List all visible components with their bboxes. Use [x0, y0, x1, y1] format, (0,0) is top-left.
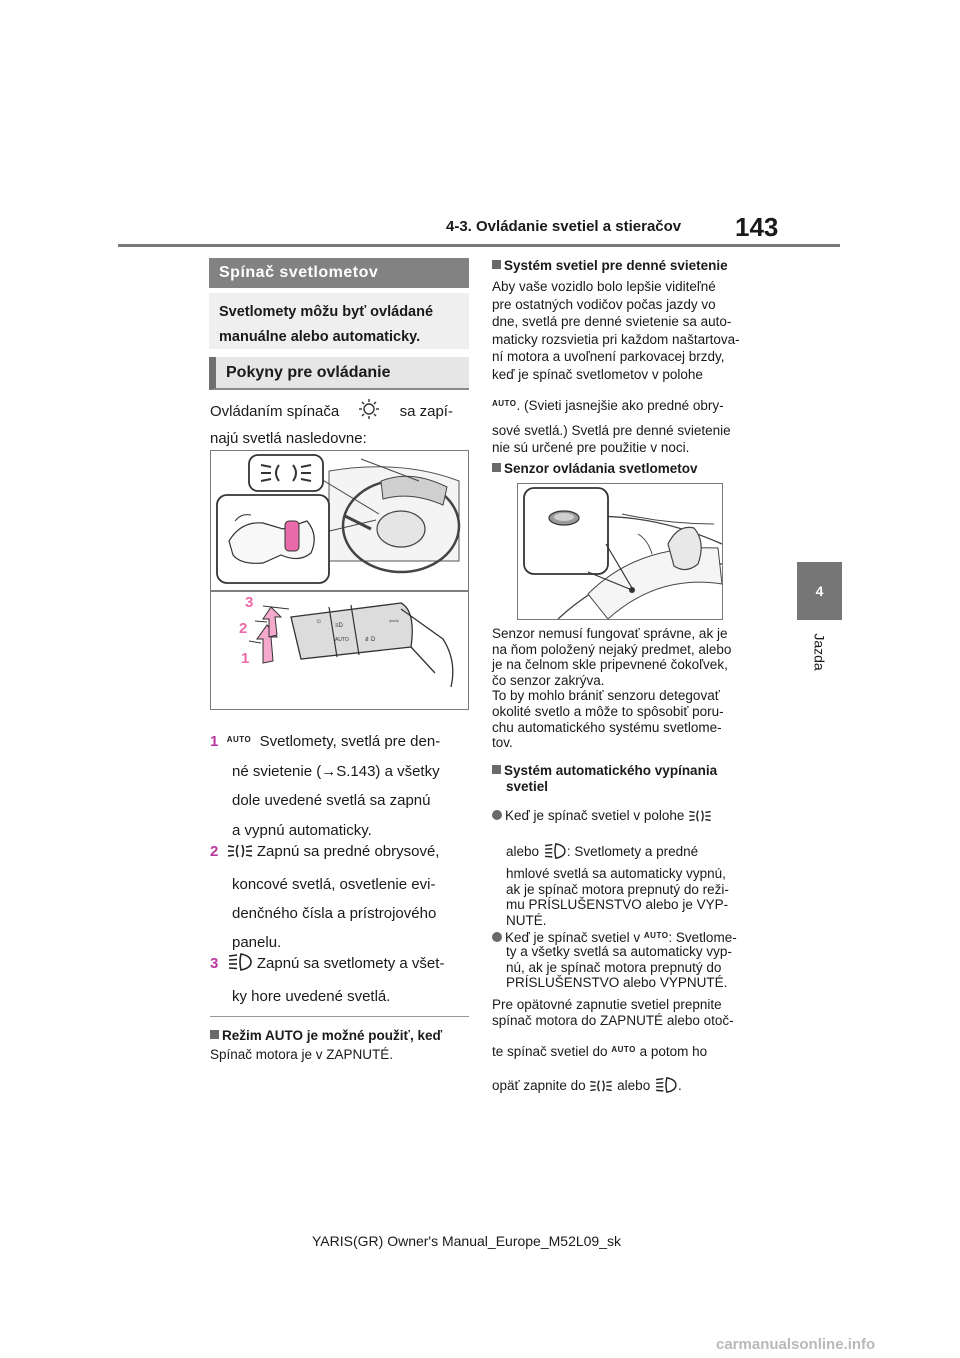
svg-text:≢D: ≢D	[365, 637, 376, 643]
drl-heading: Systém svetiel pre denné svietenie	[492, 258, 754, 274]
headlights-icon	[227, 952, 253, 979]
svg-text:≡D: ≡D	[335, 623, 343, 629]
intro-box: Svetlomety môžu byť ovládané manuálne alebo automaticky.	[209, 293, 469, 349]
chapter-label: Jazda	[811, 633, 828, 671]
light-sensor-illustration	[517, 483, 723, 620]
section-title: 4-3. Ovládanie svetiel a stieračov	[446, 218, 682, 235]
auto-icon: AUTO	[492, 399, 517, 408]
note-heading: Režim AUTO je možné použiť, keď	[210, 1028, 472, 1044]
auto-off-heading: Systém automatického vypínania svetiel	[492, 763, 754, 795]
item-2: 2 Zapnú sa predné obrysové, koncové svetlá, osvetlenie evi- denčného čísla a prístrojového panelu.	[210, 843, 440, 951]
auto-icon: AUTO	[226, 735, 252, 744]
drl-text-end: sové svetlá.) Svetlá pre denné svietenie nie sú určené pre použitie v noci.	[492, 423, 731, 455]
bullet-2-text: ty a všetky svetlá sa automaticky vyp- nú, ak je spínač motora prepnutý do PRÍSLUŠENSTVO alebo VYPNUTÉ.	[506, 944, 732, 991]
headlights-icon	[654, 1076, 678, 1098]
final-line3: te spínač svetiel do $^{AUTO}$ a potom ho	[492, 1044, 708, 1059]
bullet-1-text: hmlové svetlá sa automaticky vypnú, ak je spínač motora prepnutý do reži- mu PRÍSLUŠENSTVO alebo je VYP- NUTÉ.	[506, 866, 729, 928]
divider	[210, 1016, 469, 1017]
chapter-tab[interactable]: 4	[797, 562, 842, 620]
drl-text: Aby vaše vozidlo bolo lepšie viditeľné pre ostatných vodičov počas jazdy vo dne, svetlá pre denné svietenie sa auto- maticky rozsvietia pri každom naštartova- ní motora a uvoľnení parkovacej brzdy, keď je spínač svetlometov v polohe	[492, 279, 740, 382]
callout-3: 3	[245, 594, 254, 611]
svg-text:AUTO: AUTO	[335, 637, 349, 643]
svg-text:⇦⇨: ⇦⇨	[389, 619, 400, 625]
svg-text:☼: ☼	[315, 616, 323, 625]
footer-manual-id: YARIS(GR) Owner's Manual_Europe_M52L09_sk	[312, 1233, 621, 1249]
light-switch-icon	[357, 398, 381, 427]
drl-line7: $^{AUTO}$. (Svieti jasnejšie ako predné obry-	[492, 398, 724, 413]
section-heading-box: Spínač svetlometov	[209, 258, 469, 288]
final-text: Pre opätovné zapnutie svetiel prepnite spínač motora do ZAPNUTÉ alebo otoč-	[492, 997, 734, 1028]
auto-icon: AUTO	[611, 1045, 636, 1054]
note-text: Spínač motora je v ZAPNUTÉ.	[210, 1047, 394, 1062]
page-number: 143	[735, 212, 779, 242]
headlights-icon	[543, 842, 567, 864]
sensor-heading: Senzor ovládania svetlometov	[492, 461, 754, 477]
sensor-text: Senzor nemusí fungovať správne, ak je na ňom položený nejaký predmet, alebo je na čelnom skle pripevnené čokoľvek, čo senzor zakrýva. To by mohlo brániť senzoru detegovať okolité svetlo a môže to spôsobiť poru- chu automatického systému svetlome- tov.	[492, 626, 732, 751]
item-1: 1 $^{AUTO}$ Svetlomety, svetlá pre den- né svietenie (→S.143) a všetky dole uvedené svetlá sa zapnú a vypnú automaticky.	[210, 733, 441, 839]
bullet-1-line2: alebo : Svetlomety a predné	[506, 842, 756, 864]
final-line4: opäť zapnite do alebo .	[492, 1076, 754, 1098]
item-3: 3 Zapnú sa svetlomety a všet- ky hore uvedené svetlá.	[210, 952, 472, 1008]
header-divider	[118, 244, 840, 247]
auto-icon: AUTO	[643, 931, 669, 940]
watermark[interactable]: carmanualsonline.info	[716, 1336, 876, 1353]
side-lights-icon	[688, 808, 712, 828]
intro-paragraph: Ovládaním spínača sa zapí- najú svetlá nasledovne:	[210, 398, 472, 450]
side-lights-icon	[589, 1078, 613, 1098]
bullet-2-line1: Keď je spínač svetiel v $^{AUTO}$: Svetlome-	[492, 928, 754, 946]
subheading-operation: Pokyny pre ovládanie	[209, 357, 469, 390]
headlight-switch-illustration	[210, 450, 469, 710]
side-lights-icon	[227, 842, 253, 867]
bullet-1-line1: Keď je spínač svetiel v polohe	[492, 808, 754, 828]
callout-2: 2	[239, 620, 248, 637]
callout-1: 1	[241, 650, 250, 667]
